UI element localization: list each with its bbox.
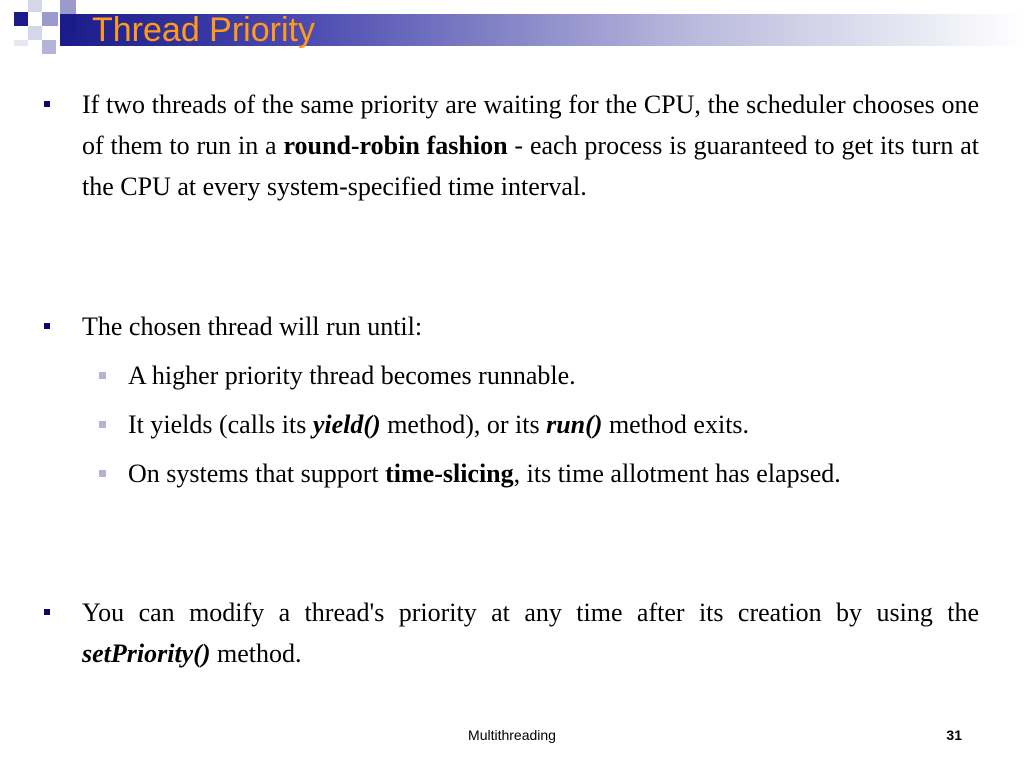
bullet-3 — [82, 592, 979, 674]
bullet-1-text-b: - each process is guaranteed to get its turn at the CPU at every system-specified time interval. — [82, 131, 979, 201]
bullet-2: The chosen thread will run until: — [82, 312, 423, 341]
subbullet-marker — [99, 421, 106, 428]
time-slicing-emphasis: time-slicing — [385, 459, 514, 488]
bullet-1-text-a: If two threads of the same priority are waiting for the CPU, the scheduler chooses one of them to run in a — [82, 90, 979, 160]
subbullet-marker — [99, 470, 106, 477]
bullet-1-emphasis: round-robin fashion — [283, 131, 508, 160]
yield-method-name: yield() — [312, 410, 381, 439]
subbullet-marker — [99, 372, 106, 379]
bullet-marker — [44, 609, 50, 615]
subbullet-3 — [128, 453, 979, 494]
run-method-name: run() — [546, 410, 603, 439]
subbullet-1: A higher priority thread becomes runnable. — [128, 361, 576, 390]
subbullet-3-text-a: On systems that support — [128, 459, 386, 488]
subbullet-3-text-b: , its time allotment has elapsed. — [513, 459, 841, 488]
bullet-1 — [82, 84, 979, 207]
bullet-marker — [44, 323, 50, 329]
subbullet-2-text-b: method), or its — [380, 410, 547, 439]
slide-title: Thread Priority — [92, 11, 315, 49]
footer-title: Multithreading — [468, 727, 556, 743]
bullet-3-text-a: You can modify a thread's priority at any time after its creation by using the — [82, 598, 979, 627]
bullet-marker — [44, 101, 50, 107]
subbullet-2-text-a: It yields (calls its — [128, 410, 313, 439]
subbullet-2-text-c: method exits. — [602, 410, 750, 439]
setpriority-method-name: setPriority() — [82, 639, 211, 668]
bullet-3-text-b: method. — [210, 639, 302, 668]
page-number: 31 — [946, 727, 962, 743]
subbullet-2 — [128, 404, 979, 445]
